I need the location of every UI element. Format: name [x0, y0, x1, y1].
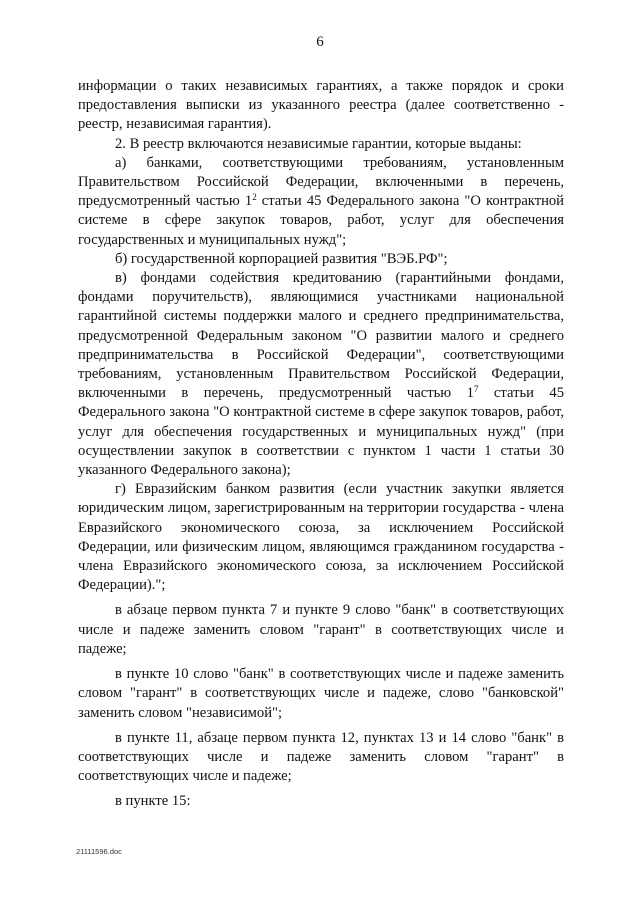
- paragraph-amend-points-7-9: в абзаце первом пункта 7 и пункте 9 слово "банк" в соответствующих числе и падеже заменить словом "гарант" в соответствующих числе и падеже;: [78, 602, 564, 657]
- subitem-v-text-end: статьи 45 Федерального закона "О контрактной системе в сфере закупок товаров, работ, услуг для обеспечения государственных и муниципальных нужд" (при осуществлении закупок в соответствии с пунктом 1 части 1 статьи 30 указанного Федерального закона);: [78, 385, 565, 479]
- paragraph-subitem-b: б) государственной корпорацией развития "ВЭБ.РФ";: [115, 250, 448, 267]
- paragraph-subitem-v: [78, 269, 564, 480]
- subitem-v-text: в) фондами содействия кредитованию (гарантийными фондами, фондами поручительств), являющимися участниками национальной гарантийной системы поддержки малого и среднего предпринимательства, предусмотренной Федеральным законом "О развитии малого и среднего предпринимательства в Российской Федерации", соответствующими требованиям, установленным Правительством Российской Федерации, включенными в перечень, предусмотренный частью 1: [78, 270, 564, 402]
- paragraph-subitem-a: [78, 154, 564, 250]
- paragraph-amend-points-11-14: в пункте 11, абзаце первом пункта 12, пунктах 13 и 14 слово "банк" в соответствующих числе и падеже заменить словом "гарант" в соответствующих числе и падеже;: [78, 729, 564, 785]
- subitem-a-text-end: статьи 45 Федерального закона "О контрактной системе в сфере закупок товаров, работ, услуг для обеспечения государственных и муниципальных нужд";: [78, 193, 564, 248]
- paragraph-reestr-intro: информации о таких независимых гарантиях, а также порядок и сроки предоставления выписки из указанного реестра (далее соответственно - реестр, независимая гарантия).: [78, 78, 564, 133]
- document-body: [78, 77, 564, 812]
- subitem-v-superscript: 7: [473, 384, 479, 395]
- subitem-a-text: а) банками, соответствующими требованиям, установленным Правительством Российской Федерации, включенными в перечень, предусмотренный частью 1: [78, 154, 564, 210]
- subitem-a-superscript: 2: [252, 192, 257, 203]
- paragraph-amend-point-15: в пункте 15:: [115, 793, 191, 810]
- paragraph-amend-point-10: в пункте 10 слово "банк" в соответствующих числе и падеже заменить словом "гарант" в соответствующих числе и падеже, слово "банковской" заменить словом "независимой";: [78, 666, 564, 721]
- page-number: 6: [316, 34, 324, 50]
- document-file-id: 21111596.doc: [76, 847, 122, 856]
- paragraph-subitem-g: г) Евразийским банком развития (если участник закупки является юридическим лицом, зарегистрированным на территории государства - члена Евразийского экономического союза, за исключением Российской Федерации, или физическим лицом, являющимся гражданином государства - члена Евразийского экономического союза, за исключением Российской Федерации).";: [78, 481, 564, 594]
- paragraph-point-2: 2. В реестр включаются независимые гарантии, которые выданы:: [115, 135, 522, 152]
